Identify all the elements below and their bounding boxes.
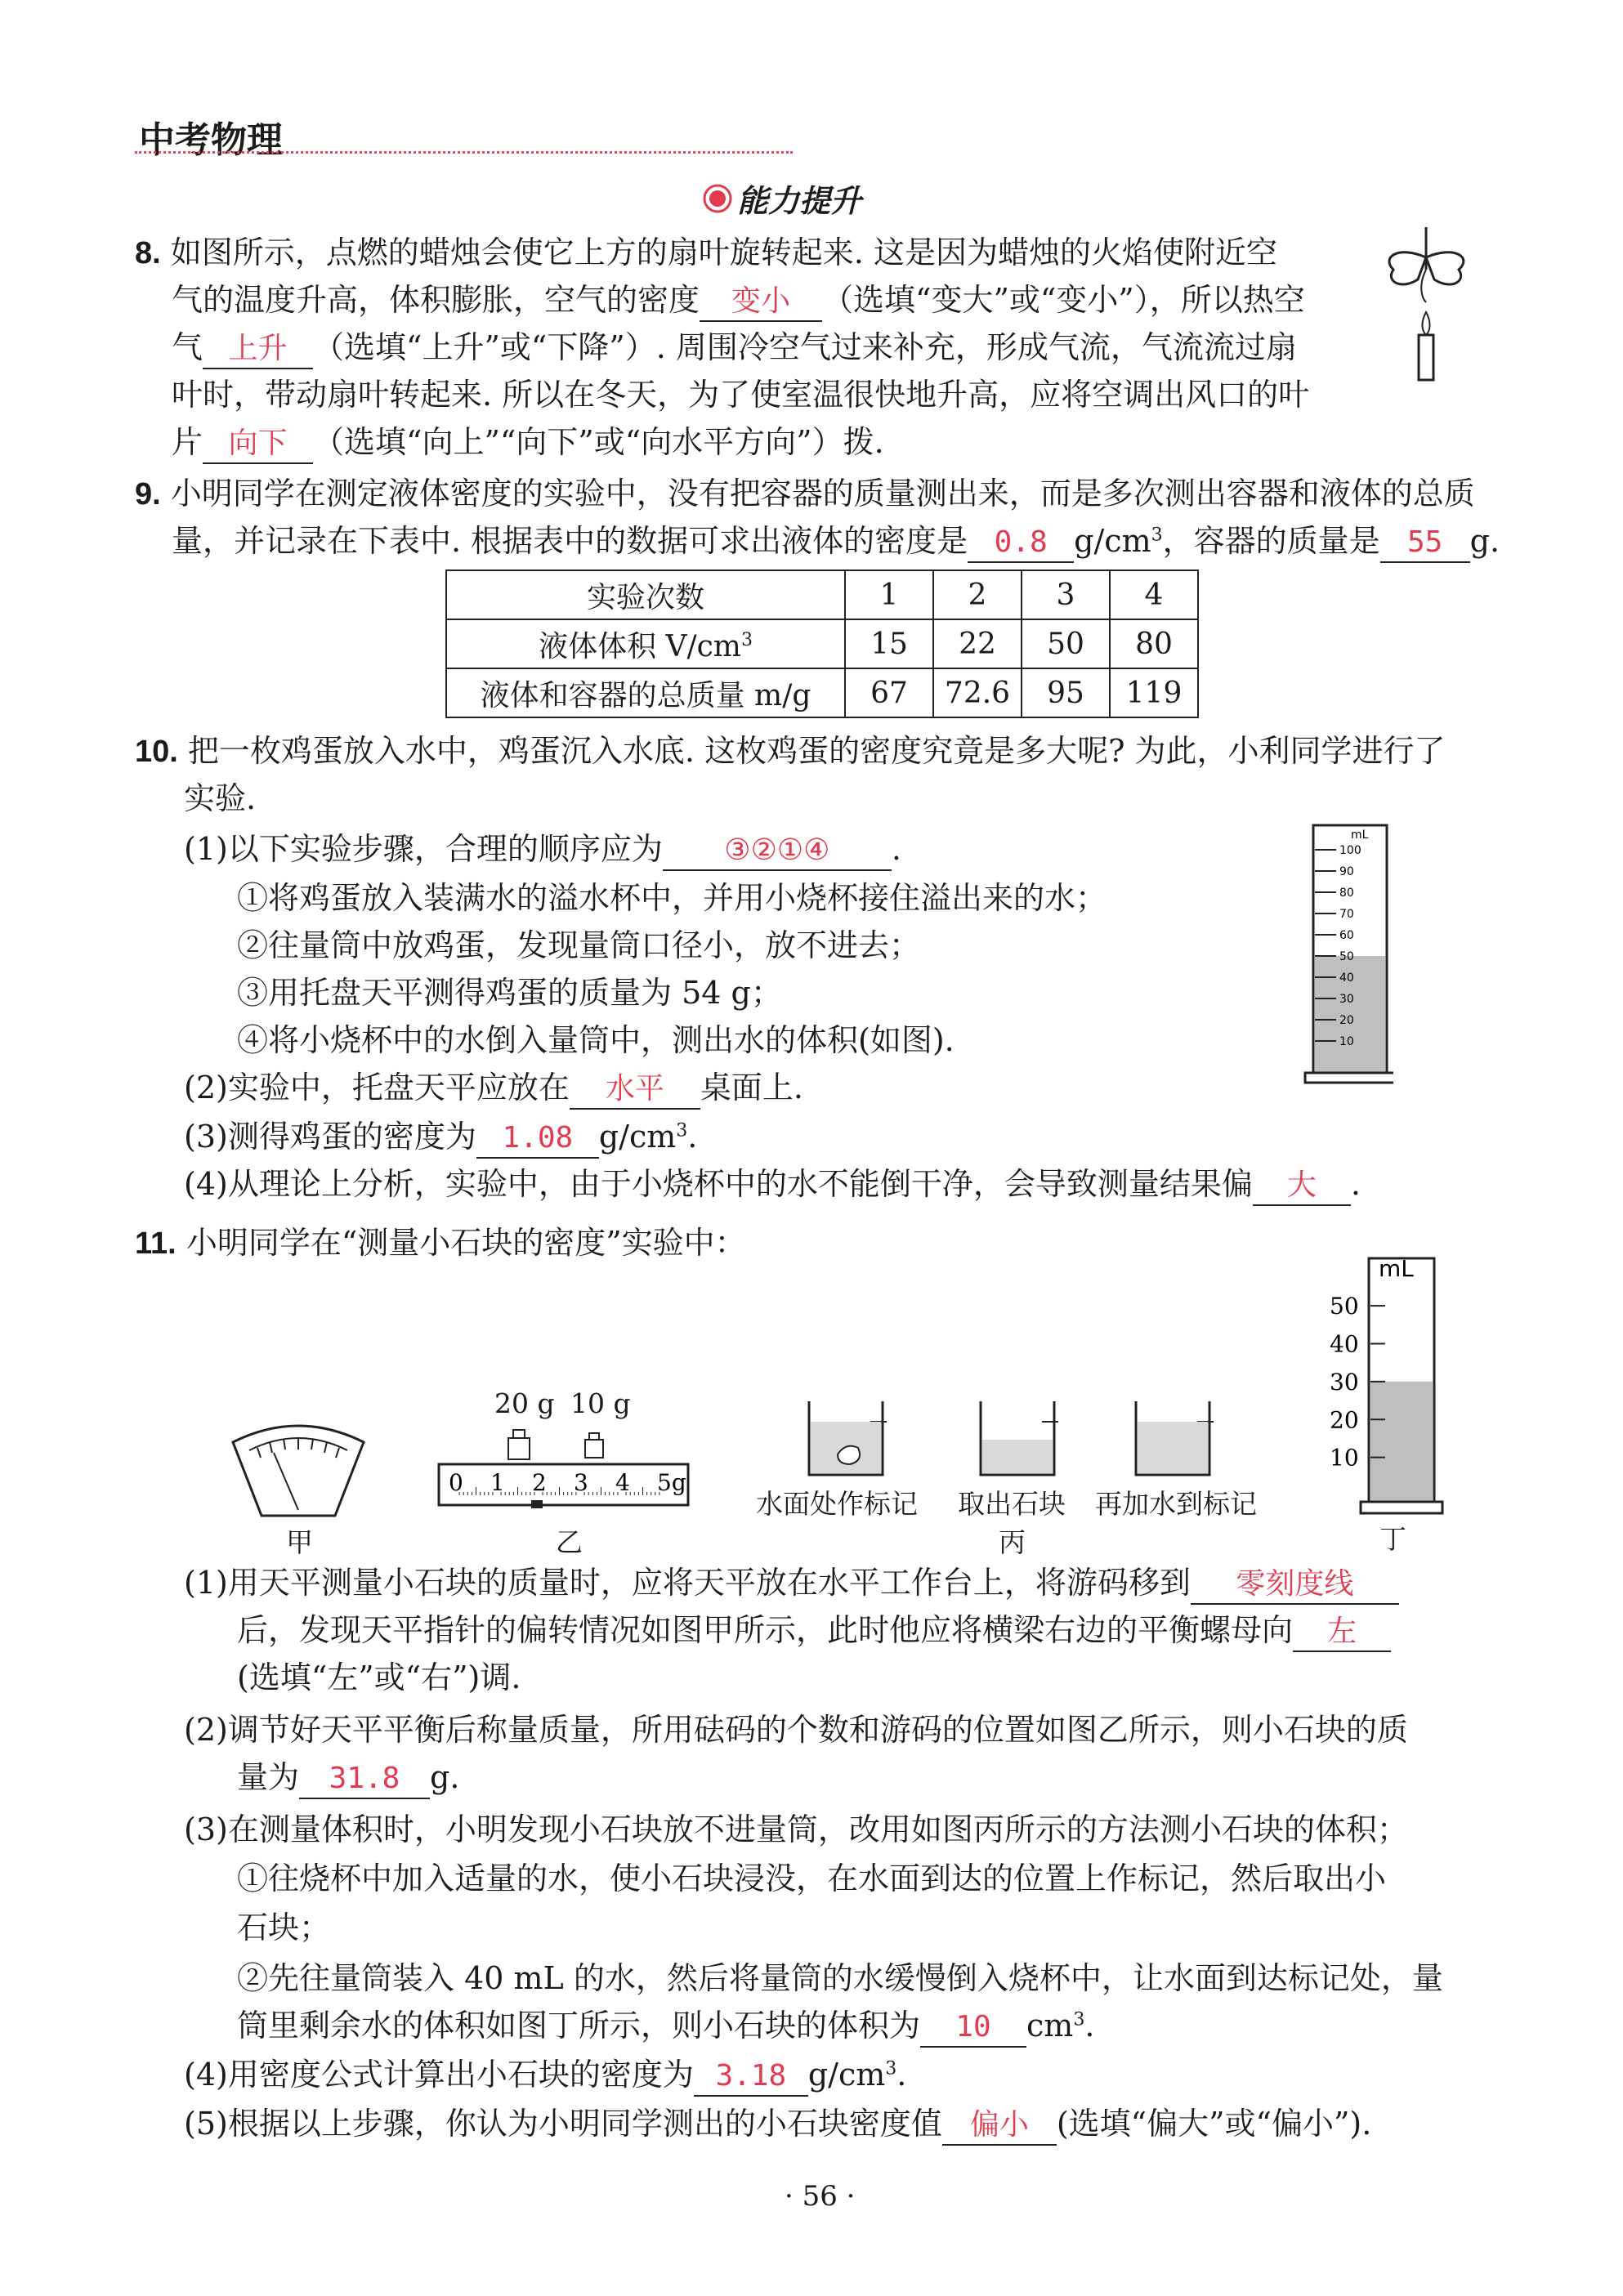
q10-step2: ②往量筒中放鸡蛋，发现量筒口径小，放不进去；: [237, 927, 921, 963]
q10-number: 10.: [135, 735, 178, 769]
page-number: · 56 ·: [785, 2180, 856, 2213]
q10-part3: (3)测得鸡蛋的密度为 1.08 $g/cm^3$.: [184, 1113, 697, 1160]
rider-marker: [531, 1500, 543, 1508]
cylinder-tick-label: 60: [1339, 929, 1354, 942]
q11-step1-line1: ①往烧杯中加入适量的水，使小石块浸没，在水面到达的位置上作标记，然后取出小: [237, 1860, 1387, 1896]
q10-step1: ①将鸡蛋放入装满水的溢水杯中，并用小烧杯接住溢出来的水；: [237, 880, 1107, 916]
q10-line1: 10. 把一枚鸡蛋放入水中，鸡蛋沉入水底. 这枚鸡蛋的密度究竟是多大呢? 为此，小利同学进行了: [135, 733, 1446, 769]
beaker-refilled: [1132, 1397, 1214, 1479]
q9-answer-2[interactable]: 55: [1380, 524, 1470, 563]
weights-figure: [507, 1423, 613, 1463]
q11-part1-line3: (选填“左”或“右”)调.: [237, 1659, 521, 1695]
ruler-label: 3: [574, 1469, 588, 1496]
q10-graduated-cylinder: [1303, 817, 1393, 1087]
section-title: 能力提升: [737, 185, 862, 219]
circle-dot-icon: [703, 184, 732, 213]
fig-label-jia: 甲: [286, 1526, 313, 1558]
cylinder-tick-label: 30: [1330, 1368, 1359, 1396]
cylinder-tick-label: 40: [1339, 972, 1354, 985]
q11-part1-line1: (1)用天平测量小石块的质量时，应将天平放在水平工作台上，将游码移到 零刻度线: [184, 1559, 1399, 1606]
cylinder-water: [1370, 1382, 1433, 1502]
beaker-with-stone: [805, 1397, 887, 1479]
cylinder-tick-label: 30: [1339, 993, 1354, 1006]
ruler-label: 1: [490, 1469, 505, 1496]
q11-answer-4[interactable]: 10: [920, 2008, 1026, 2048]
q11-answer-5[interactable]: 3.18: [694, 2057, 808, 2097]
q8-answer-3[interactable]: 向下: [203, 425, 313, 464]
q8-line2: 气的温度升高，体积膨胀，空气的密度 变小 （选填“变大”或“变小”），所以热空: [172, 276, 1305, 324]
q8-answer-1[interactable]: 变小: [700, 283, 822, 322]
cylinder-unit: mL: [1379, 1255, 1414, 1282]
q11-part4: (4)用密度公式计算出小石块的密度为 3.18 $g/cm^3$.: [184, 2051, 906, 2098]
weight-label-20g: 20 g: [494, 1387, 555, 1419]
section-heading: [703, 176, 861, 221]
q9-answer-1[interactable]: 0.8: [968, 524, 1074, 563]
cylinder-tick-label: 80: [1339, 887, 1354, 900]
cylinder-tick-label: 20: [1330, 1406, 1359, 1434]
fig-label-ding: 丁: [1379, 1523, 1406, 1555]
q11-answer-2[interactable]: 左: [1293, 1613, 1391, 1652]
ruler-label: 4: [615, 1469, 630, 1496]
cylinder-tick-label: 100: [1339, 844, 1361, 857]
ruler-label: 0: [449, 1469, 463, 1496]
fig-label-yi: 乙: [556, 1526, 583, 1558]
page-header-title: 中考物理: [139, 120, 283, 160]
q11-part2-line1: (2)调节好天平平衡后称量质量，所用砝码的个数和游码的位置如图乙所示，则小石块的质: [184, 1712, 1408, 1748]
q9-line2: 量，并记录在下表中. 根据表中的数据可求出液体的密度是 0.8 $g/cm^3$，容器的质量是 55 g.: [172, 517, 1500, 565]
table-row: 液体体积 $V/cm^3$ 15 22 50 80: [446, 619, 1198, 668]
cylinder-tick-label: 50: [1330, 1293, 1359, 1320]
cylinder-unit: mL: [1351, 829, 1369, 842]
weight-label-10g: 10 g: [570, 1387, 631, 1419]
beaker-stone-removed: [977, 1397, 1058, 1479]
table-row: 实验次数 1 2 3 4: [446, 570, 1198, 619]
ruler-label: 5g: [657, 1469, 686, 1496]
header-rule: [135, 151, 793, 154]
beaker-caption-2: 取出石块: [958, 1488, 1066, 1520]
q11-step1-line2: 石块；: [237, 1910, 331, 1945]
cylinder-tick-label: 70: [1339, 908, 1354, 921]
q10-answer-2[interactable]: 水平: [570, 1070, 700, 1110]
beaker-caption-3: 再加水到标记: [1095, 1488, 1257, 1520]
table-row: 液体和容器的总质量 m/g 67 72.6 95 119: [446, 668, 1198, 717]
rider-ruler-figure: [437, 1463, 691, 1520]
balance-scale-figure: [225, 1414, 372, 1520]
q10-answer-1[interactable]: ③②①④: [663, 832, 892, 871]
q11-step2-line1: ②先往量筒装入 40 mL 的水，然后将量筒的水缓慢倒入烧杯中，让水面到达标记处，量: [237, 1960, 1443, 1996]
q11-graduated-cylinder: [1328, 1250, 1451, 1520]
q11-answer-6[interactable]: 偏小: [942, 2106, 1057, 2146]
q8-line4: 叶时，带动扇叶转起来. 所以在冬天，为了使室温很快地升高，应将空调出风口的叶: [172, 377, 1310, 413]
cylinder-tick-label: 50: [1339, 950, 1354, 963]
beaker-caption-1: 水面处作标记: [756, 1488, 918, 1520]
cylinder-tick-label: 40: [1330, 1330, 1359, 1358]
cylinder-tick-label: 20: [1339, 1014, 1354, 1027]
cylinder-tick-label: 90: [1339, 865, 1354, 878]
q10-part2: (2)实验中，托盘天平应放在 水平 桌面上.: [184, 1064, 803, 1111]
q8-line3: 气 上升 （选填“上升”或“下降”）. 周围冷空气过来补充，形成气流，气流流过扇: [172, 324, 1297, 371]
q10-line2: 实验.: [184, 780, 257, 816]
q10-answer-4[interactable]: 大: [1253, 1167, 1351, 1206]
q11-answer-3[interactable]: 31.8: [299, 1760, 430, 1799]
q10-step4: ④将小烧杯中的水倒入量筒中，测出水的体积(如图).: [237, 1022, 955, 1058]
q11-part1-line2: 后，发现天平指针的偏转情况如图甲所示，此时他应将横梁右边的平衡螺母向 左: [237, 1606, 1391, 1654]
q9-number: 9.: [135, 477, 161, 511]
ruler-label: 2: [532, 1469, 547, 1496]
fig-label-bing: 丙: [999, 1526, 1026, 1558]
q10-step3: ③用托盘天平测得鸡蛋的质量为 54 g；: [237, 975, 782, 1011]
q11-answer-1[interactable]: 零刻度线: [1191, 1566, 1399, 1605]
q11-step2-line2: 筒里剩余水的体积如图丁所示，则小石块的体积为 10 $cm^3$.: [237, 2002, 1094, 2049]
cylinder-tick-label: 10: [1339, 1035, 1354, 1048]
q11-part5: (5)根据以上步骤，你认为小明同学测出的小石块密度值 偏小 (选填“偏大”或“偏小”).: [184, 2100, 1371, 2147]
q8-text: 如图所示，点燃的蜡烛会使它上方的扇叶旋转起来. 这是因为蜡烛的火焰使附近空: [170, 235, 1277, 270]
q10-part1: (1)以下实验步骤，合理的顺序应为 ③②①④ .: [184, 825, 901, 873]
q9-line1: 9. 小明同学在测定液体密度的实验中，没有把容器的质量测出来，而是多次测出容器和液体的总质: [135, 476, 1475, 511]
q11-part3: (3)在测量体积时，小明发现小石块放不进量筒，改用如图丙所示的方法测小石块的体积；: [184, 1811, 1408, 1847]
q9-data-table: [445, 570, 1199, 718]
q8-line5: 片 向下 （选填“向上”“向下”或“向水平方向”）拨.: [172, 418, 884, 466]
cylinder-tick-label: 10: [1330, 1444, 1359, 1472]
q11-part2-line2: 量为 31.8 g.: [237, 1753, 459, 1801]
q11-number: 11.: [135, 1226, 177, 1261]
q10-answer-3[interactable]: 1.08: [476, 1119, 599, 1159]
q11-line1: 11. 小明同学在“测量小石块的密度”实验中：: [135, 1225, 746, 1261]
q8-line1: [135, 229, 1277, 277]
q8-answer-2[interactable]: 上升: [203, 330, 313, 369]
q10-part4: (4)从理论上分析，实验中，由于小烧杯中的水不能倒干净，会导致测量结果偏 大 .: [184, 1160, 1361, 1208]
candle-fan-figure: [1373, 221, 1479, 384]
q8-number: 8.: [135, 236, 161, 270]
